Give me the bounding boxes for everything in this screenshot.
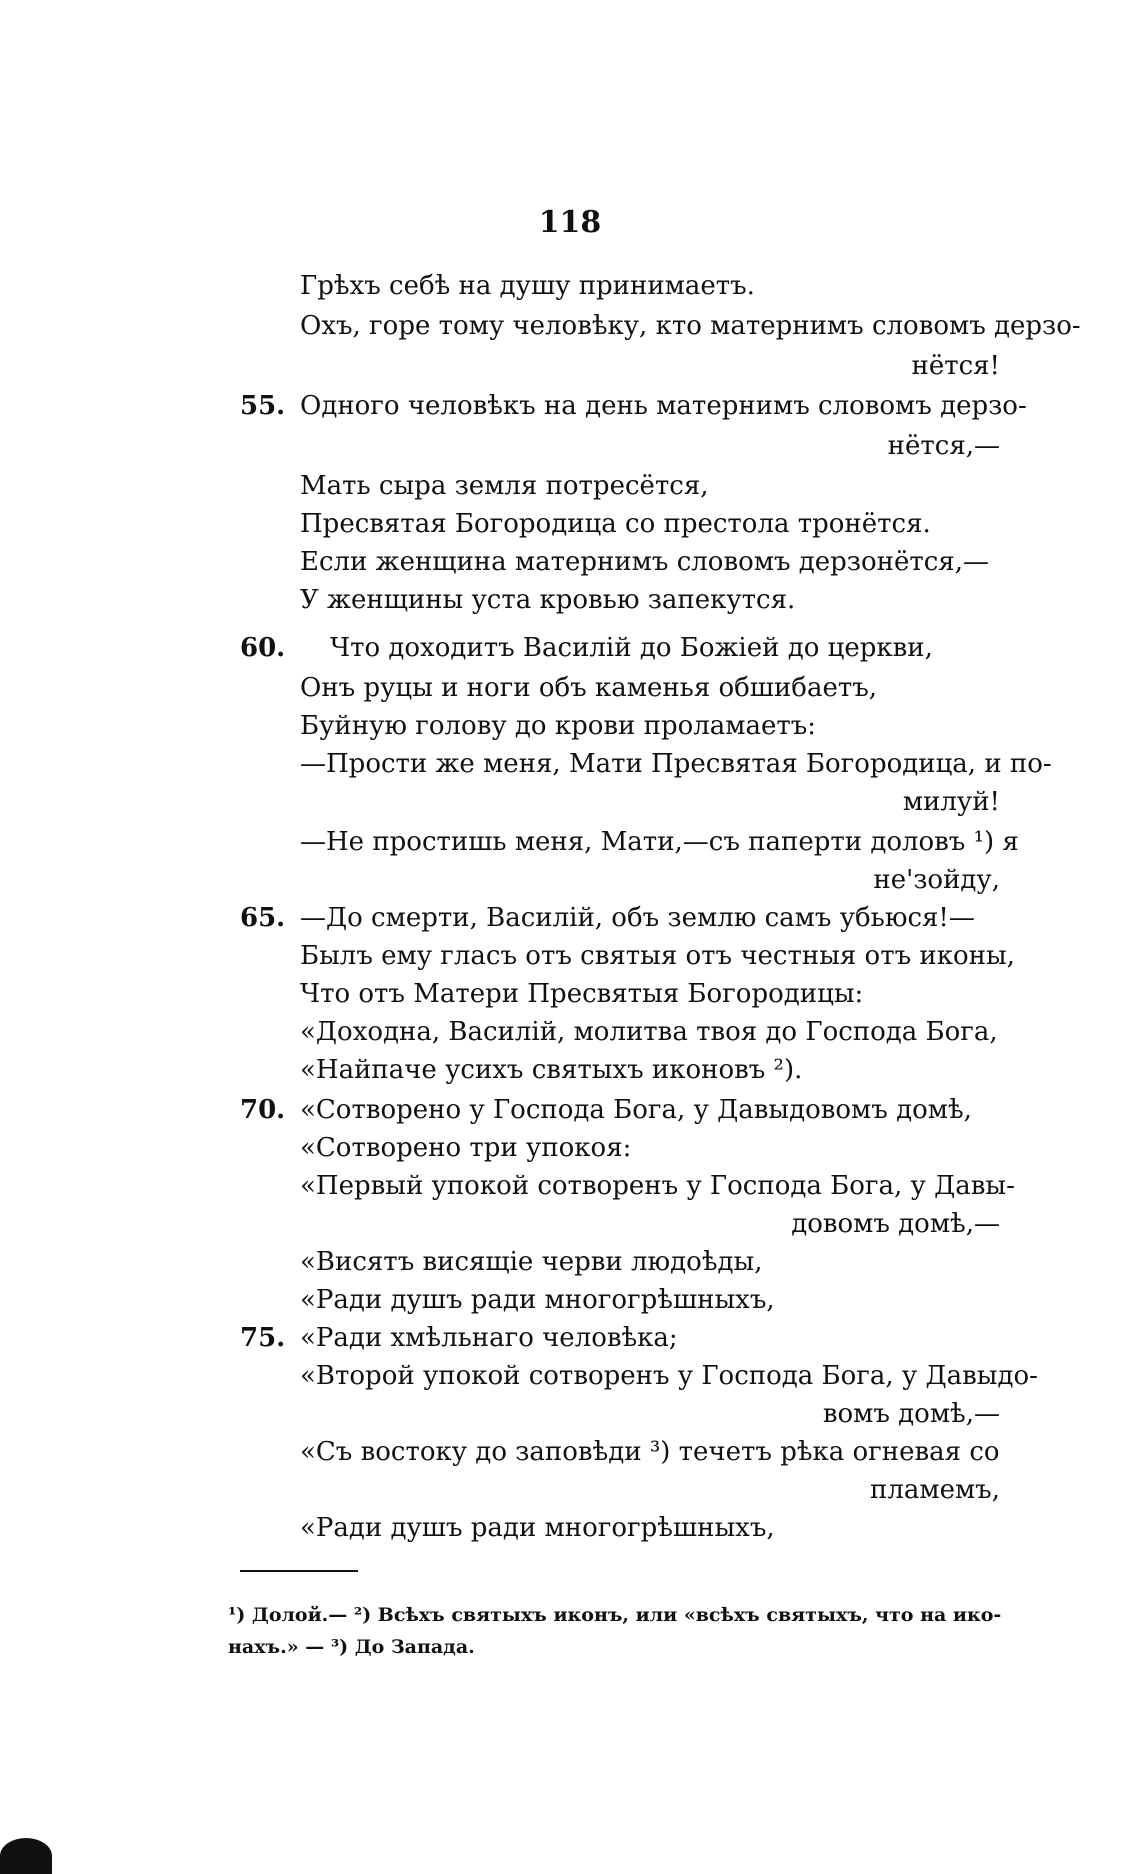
verse-line-continuation: не'зойду, <box>873 865 1000 895</box>
scan-smudge <box>0 1838 52 1874</box>
verse-line: «Висятъ висящіе черви людоѣды, <box>300 1247 763 1277</box>
verse-line-continuation: нётся! <box>911 351 1000 381</box>
verse-line: «Ради душъ ради многогрѣшныхъ, <box>300 1285 775 1315</box>
footnote-line: нахъ.» — ³) До Запада. <box>228 1636 475 1658</box>
verse-line: «Найпаче усихъ святыхъ иконовъ ²). <box>300 1055 803 1085</box>
verse-line: Одного человѣкъ на день матернимъ словомъ дерзо- <box>300 391 1027 421</box>
verse-line: Онъ руцы и ноги объ каменья обшибаетъ, <box>300 673 878 703</box>
verse-line: «Ради хмѣльнаго человѣка; <box>300 1323 678 1353</box>
footnote-line: ¹) Долой.— ²) Всѣхъ святыхъ иконъ, или «всѣхъ святыхъ, что на ико- <box>228 1604 1002 1626</box>
verse-line: Что доходитъ Василій до Божіей до церкви, <box>330 633 933 663</box>
verse-line: У женщины уста кровью запекутся. <box>300 585 796 615</box>
verse-line: «Доходна, Василій, молитва твоя до Господа Бога, <box>300 1017 998 1047</box>
verse-line: —Прости же меня, Мати Пресвятая Богородица, и по- <box>300 749 1052 779</box>
verse-line: Грѣхъ себѣ на душу принимаетъ. <box>300 271 755 301</box>
verse-line: «Второй упокой сотворенъ у Господа Бога, у Давыдо- <box>300 1361 1038 1391</box>
line-number: 75. <box>240 1323 286 1353</box>
verse-line: Пресвятая Богородица со престола тронётся. <box>300 509 931 539</box>
verse-line: Охъ, горе тому человѣку, кто матернимъ словомъ дерзо- <box>300 311 1081 341</box>
verse-line: Мать сыра земля потресётся, <box>300 471 709 501</box>
verse-line-continuation: довомъ домѣ,— <box>791 1209 1000 1239</box>
verse-line: «Первый упокой сотворенъ у Господа Бога, у Давы- <box>300 1171 1015 1201</box>
verse-line: —Не простишь меня, Мати,—съ паперти доловъ ¹) я <box>300 827 1019 857</box>
verse-line: Буйную голову до крови проламаетъ: <box>300 711 817 741</box>
verse-line-continuation: нётся,— <box>887 431 1000 461</box>
verse-line: «Сотворено у Господа Бога, у Давыдовомъ домѣ, <box>300 1095 972 1125</box>
verse-line: «Сотворено три упокоя: <box>300 1133 632 1163</box>
verse-line-continuation: милуй! <box>902 787 1000 817</box>
line-number: 70. <box>240 1095 286 1125</box>
footnote-divider <box>240 1570 358 1572</box>
line-number: 55. <box>240 391 286 421</box>
verse-line-continuation: вомъ домѣ,— <box>822 1399 1000 1429</box>
verse-line: «Ради душъ ради многогрѣшныхъ, <box>300 1513 775 1543</box>
verse-line: —До смерти, Василій, объ землю самъ убьюся!— <box>300 903 975 933</box>
line-number: 65. <box>240 903 286 933</box>
verse-line-continuation: пламемъ, <box>870 1475 1000 1505</box>
verse-line: Что отъ Матери Пресвятыя Богородицы: <box>300 979 864 1009</box>
verse-line: «Съ востоку до заповѣди ³) течетъ рѣка огневая со <box>300 1437 1000 1467</box>
line-number: 60. <box>240 633 286 663</box>
page-number: 118 <box>538 205 602 240</box>
verse-line: Былъ ему гласъ отъ святыя отъ честныя отъ иконы, <box>300 941 1015 971</box>
verse-line: Если женщина матернимъ словомъ дерзонётся,— <box>300 547 989 577</box>
